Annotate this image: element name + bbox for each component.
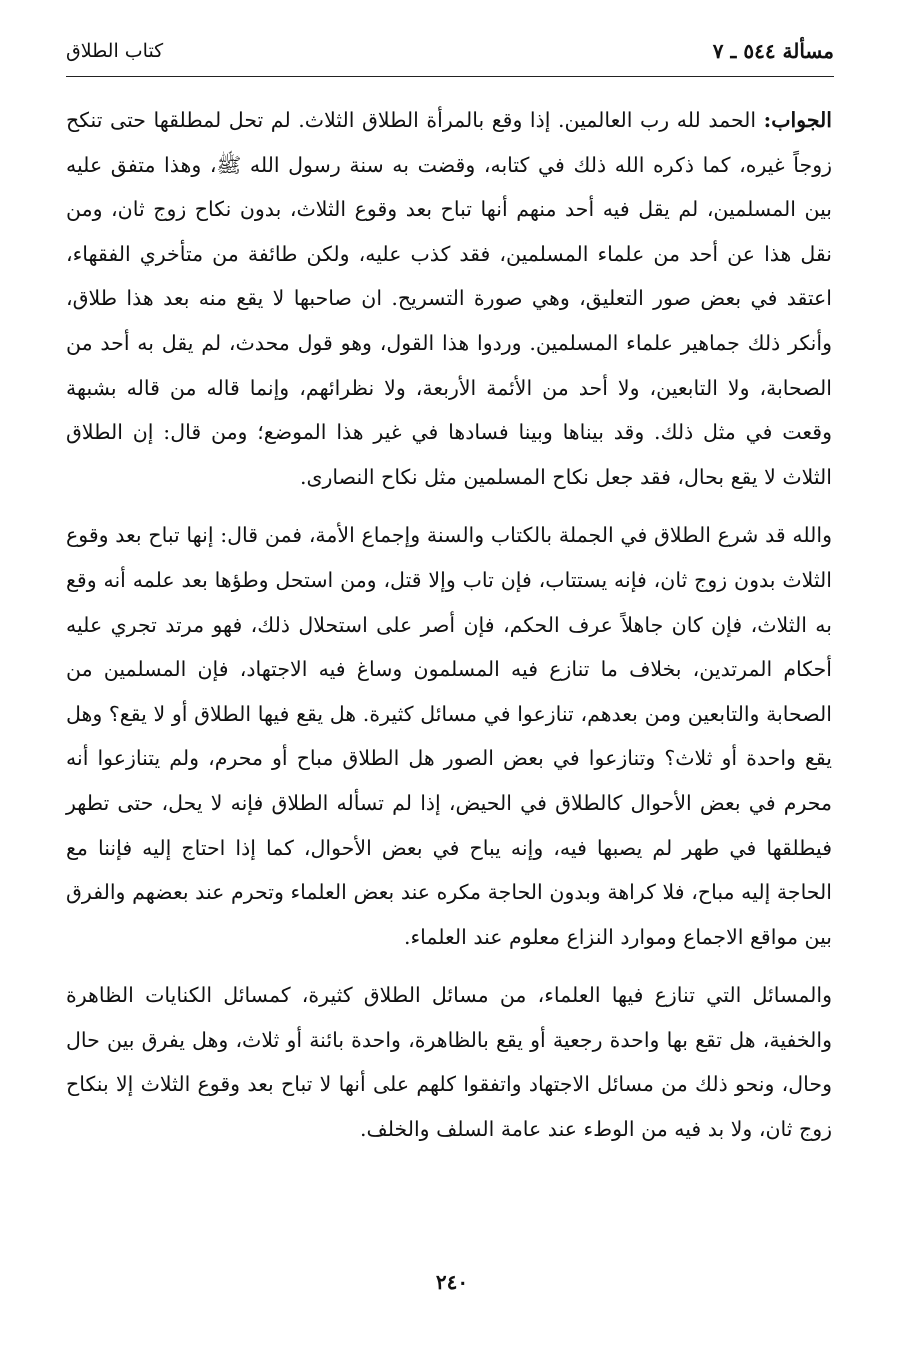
question-label: مسألة ٥٤٤ ـ ٧ [712,39,834,63]
book-title: كتاب الطلاق [66,40,164,62]
paragraph-text: والمسائل التي تنازع فيها العلماء، من مسائل الطلاق كثيرة، كمسائل الكنايات الظاهرة والخفية، هل تقع بها واحدة رجعية أو يقع بالظاهرة، واحدة بائنة أو ثلاث، وهل يفرق بين حال وحال، ونحو ذلك من مسائل الاجتهاد واتفقوا كلهم على أنها لا تباح بعد وقوع الثلاث إلا بنكاح زوج ثان، ولا بد فيه من الوطء عند عامة السلف والخلف. [66,983,832,1142]
answer-lead: الجواب: [763,108,832,132]
paragraph-disputed-issues [66,973,832,1151]
page-number: ٢٤٠ [435,1270,469,1294]
paragraph-text: الحمد لله رب العالمين. إذا وقع بالمرأة الطلاق الثلاث. لم تحل لمطلقها حتى تنكح زوجاً غيره، كما ذكره الله ذلك في كتابه، وقضت به سنة رسول الله ﷺ، وهذا متفق عليه بين المسلمين، لم يقل فيه أحد منهم أنها تباح بعد وقوع الثلاث، بدون نكاح زوج ثان، ومن نقل هذا عن أحد من علماء المسلمين، فقد كذب عليه، ولكن طائفة من متأخري الفقهاء، اعتقد في بعض صور التعليق، وهي صورة التسريح. ان صاحبها لا يقع منه بعد هذا طلاق، وأنكر ذلك جماهير علماء المسلمين. وردوا هذا القول، وهو قول محدث، لم يقل به أحد من الصحابة، ولا التابعين، ولا أحد من الأئمة الأربعة، ولا نظرائهم، وإنما قاله من قاله بشبهة وقعت في مثل ذلك. وقد بيناها وبينا فسادها في غير هذا الموضع؛ ومن قال: إن الطلاق الثلاث لا يقع بحال، فقد جعل نكاح المسلمين مثل نكاح النصارى. [66,108,832,489]
paragraph-text: والله قد شرع الطلاق في الجملة بالكتاب والسنة وإجماع الأمة، فمن قال: إنها تباح بعد وقوع الثلاث بدون زوج ثان، فإنه يستتاب، فإن تاب وإلا قتل، ومن استحل وطؤها بعد علمه أنه وقع به الثلاث، فإن كان جاهلاً عرف الحكم، فإن أصر على استحلال ذلك، فهو مرتد تجري عليه أحكام المرتدين، بخلاف ما تنازع فيه المسلمون وساغ فيه الاجتهاد، فإن المسلمين من الصحابة والتابعين ومن بعدهم، تنازعوا في مسائل كثيرة. هل يقع فيها الطلاق أو لا يقع؟ وهل يقع واحدة أو ثلاث؟ وتنازعوا في بعض الصور هل الطلاق مباح أو محرم، ولم يتنازعوا أنه محرم في بعض الأحوال كالطلاق في الحيض، إذا لم تسأله الطلاق فإنه لا يحل، حتى تطهر فيطلقها في طهر لم يصبها فيه، وإنه يباح في بعض الأحوال، كما إذا احتاج إليه فإننا مع الحاجة إليه مباح، فلا كراهة وبدون الحاجة مكره عند بعض العلماء وتحرم عند بعضهم والفرق بين مواقع الاجماع وموارد النزاع معلوم عند العلماء. [66,523,832,949]
page-body [66,98,832,1152]
paragraph-ruling [66,513,832,959]
running-header [66,36,834,70]
header-divider [66,76,834,77]
paragraph-answer [66,98,832,499]
